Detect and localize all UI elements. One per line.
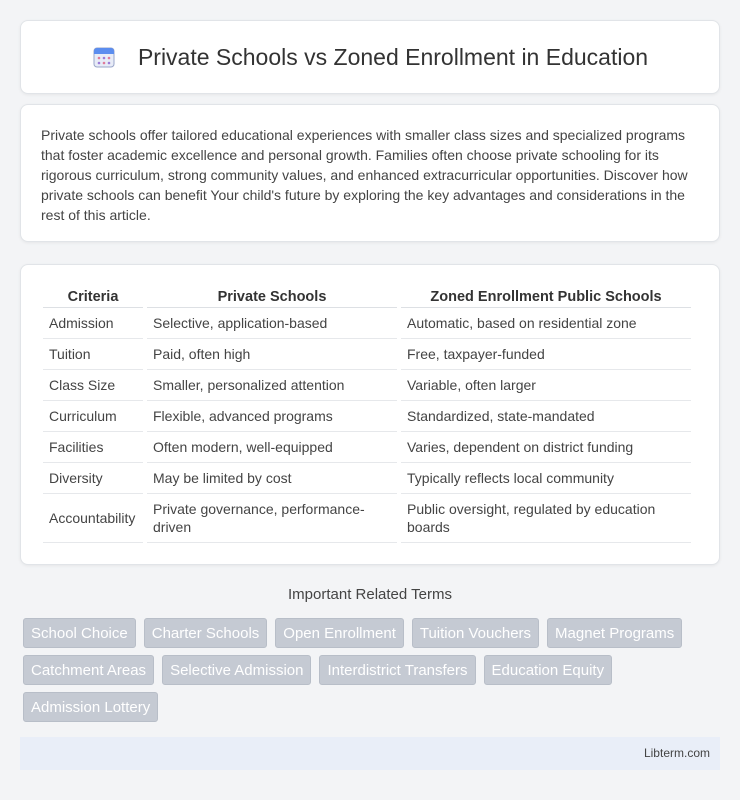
table-cell: Variable, often larger [401,370,691,401]
table-cell: Public oversight, regulated by education boards [401,494,691,543]
related-term-tag[interactable]: Magnet Programs [547,618,682,648]
column-header-private-schools: Private Schools [147,285,397,308]
calendar-icon [92,45,116,69]
table-cell: Curriculum [43,401,143,432]
table-row [43,308,691,339]
table-header-row [43,285,691,308]
related-term-tag[interactable]: Catchment Areas [23,655,154,685]
column-header-zoned-enrollment: Zoned Enrollment Public Schools [401,285,691,308]
header-card [20,20,720,94]
table-cell: Typically reflects local community [401,463,691,494]
table-cell: Private governance, performance-driven [147,494,397,543]
related-term-tag[interactable]: Admission Lottery [23,692,158,722]
table-cell: Accountability [43,494,143,543]
table-cell: Facilities [43,432,143,463]
table-cell: Smaller, personalized attention [147,370,397,401]
related-term-tag[interactable]: Charter Schools [144,618,268,648]
related-term-tag[interactable]: Open Enrollment [275,618,404,648]
table-row [43,401,691,432]
related-term-tag[interactable]: School Choice [23,618,136,648]
related-terms-list [23,618,723,722]
table-cell: Often modern, well-equipped [147,432,397,463]
table-cell: Flexible, advanced programs [147,401,397,432]
intro-paragraph: Private schools offer tailored educational experiences with smaller class sizes and specialized programs that foster academic excellence and personal growth. Families often choose private schooling for its rigorous curriculum, strong community values, and enhanced extracurricular opportunities. Discover how private schools can benefit Your child's future by exploring the key advantages and considerations in the rest of this article. [41,127,688,223]
comparison-table [39,285,695,543]
table-row [43,463,691,494]
table-row [43,370,691,401]
table-cell: Tuition [43,339,143,370]
table-row [43,432,691,463]
related-term-tag[interactable]: Selective Admission [162,655,311,685]
table-row [43,494,691,543]
related-term-tag[interactable]: Tuition Vouchers [412,618,539,648]
page-title: Private Schools vs Zoned Enrollment in Education [137,43,649,70]
table-cell: Automatic, based on residential zone [401,308,691,339]
footer-site-link[interactable]: Libterm.com [643,746,710,760]
table-cell: Class Size [43,370,143,401]
related-term-tag[interactable]: Interdistrict Transfers [319,655,475,685]
table-cell: Selective, application-based [147,308,397,339]
table-cell: Free, taxpayer-funded [401,339,691,370]
comparison-table-card [20,264,720,565]
column-header-criteria: Criteria [43,285,143,308]
table-cell: Diversity [43,463,143,494]
intro-card [20,104,720,242]
table-cell: Admission [43,308,143,339]
table-cell: May be limited by cost [147,463,397,494]
related-terms-title: Important Related Terms [288,586,452,603]
table-cell: Standardized, state-mandated [401,401,691,432]
footer [20,737,720,770]
table-cell: Paid, often high [147,339,397,370]
table-cell: Varies, dependent on district funding [401,432,691,463]
related-term-tag[interactable]: Education Equity [484,655,613,685]
table-row [43,339,691,370]
